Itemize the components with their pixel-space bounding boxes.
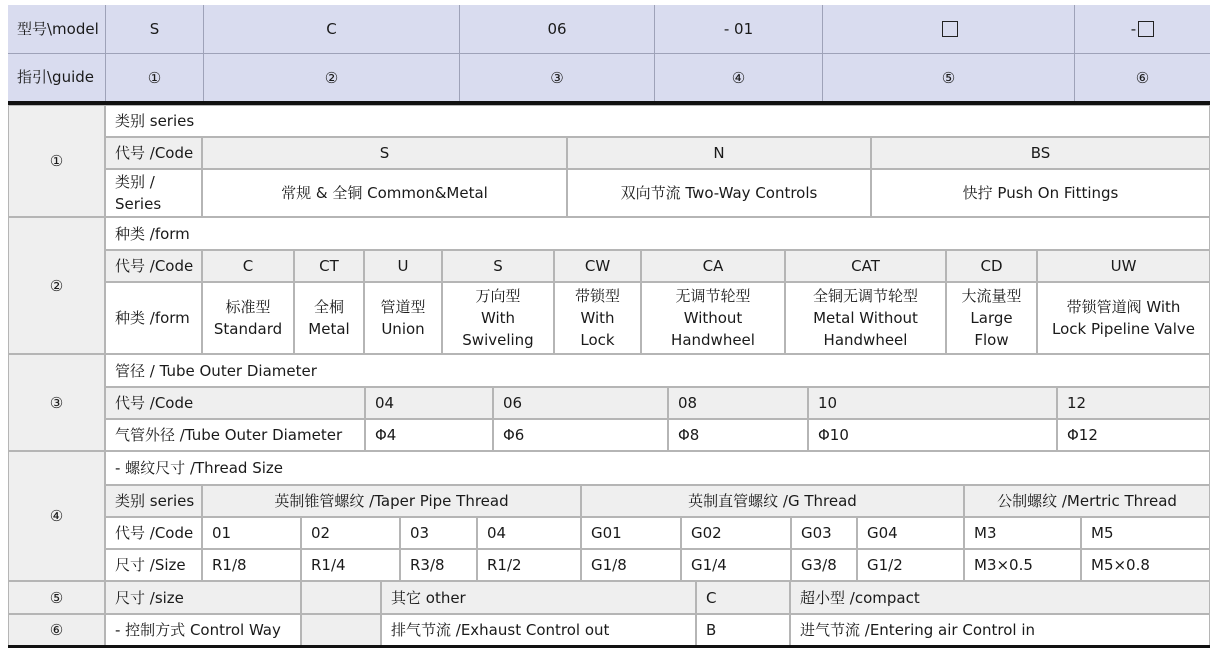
section6-label: - 控制方式 Control Way — [105, 614, 301, 646]
section4-size-label: 尺寸 /Size — [105, 549, 202, 581]
section4-code: G04 — [857, 517, 964, 549]
section5-marker: ⑤ — [8, 581, 105, 614]
section3-title: 管径 / Tube Outer Diameter — [105, 354, 1210, 387]
section1-code-s: S — [202, 137, 567, 169]
section2-code: U — [364, 250, 442, 282]
guide-5: ⑤ — [822, 53, 1074, 101]
section2-code: CW — [554, 250, 641, 282]
section6-marker: ⑥ — [8, 614, 105, 646]
section2-code: S — [442, 250, 554, 282]
section2-code: CAT — [785, 250, 946, 282]
section1-name-label: 类别 / Series — [105, 169, 202, 217]
section4-code: M3 — [964, 517, 1081, 549]
model-value-thread: - 01 — [654, 5, 822, 53]
section3-code: 10 — [808, 387, 1057, 419]
section2-name: 管道型 Union — [364, 282, 442, 354]
section4-series-taper: 英制锥管螺纹 /Taper Pipe Thread — [202, 485, 581, 517]
section4-size: R1/2 — [477, 549, 581, 581]
section2-title: 种类 /form — [105, 217, 1210, 250]
section3-code: 08 — [668, 387, 808, 419]
section6-option-exhaust: 排气节流 /Exhaust Control out — [381, 614, 696, 646]
section4-size: G1/2 — [857, 549, 964, 581]
section3-marker: ③ — [8, 354, 105, 451]
section3-dia-label: 气管外径 /Tube Outer Diameter — [105, 419, 365, 451]
section2-name-label: 种类 /form — [105, 282, 202, 354]
section5-option-compact: 超小型 /compact — [790, 581, 1210, 614]
model-header-table — [8, 5, 1210, 101]
section5-code-c: C — [696, 581, 790, 614]
section6-code-b: B — [696, 614, 790, 646]
guide-label: 指引\guide — [8, 53, 105, 101]
section1-name-n: 双向节流 Two-Way Controls — [567, 169, 871, 217]
section3-code: 06 — [493, 387, 668, 419]
section2-name: 无调节轮型 Without Handwheel — [641, 282, 785, 354]
section1-name-s: 常规 & 全铜 Common&Metal — [202, 169, 567, 217]
section2-code: C — [202, 250, 294, 282]
section2-name: 带锁管道阀 With Lock Pipeline Valve — [1037, 282, 1210, 354]
guide-2: ② — [203, 53, 459, 101]
section2-code: CT — [294, 250, 364, 282]
section1-code-bs: BS — [871, 137, 1210, 169]
section6-option-entering: 进气节流 /Entering air Control in — [790, 614, 1210, 646]
section1-code-label: 代号 /Code — [105, 137, 202, 169]
section1-code-n: N — [567, 137, 871, 169]
section4-size: G1/8 — [581, 549, 681, 581]
model-value-control: - — [1074, 5, 1210, 53]
section4-code: 01 — [202, 517, 301, 549]
section5-label: 尺寸 /size — [105, 581, 301, 614]
section1-name-bs: 快拧 Push On Fittings — [871, 169, 1210, 217]
section3-dia: Φ6 — [493, 419, 668, 451]
section5-empty-code — [301, 581, 381, 614]
section2-code: UW — [1037, 250, 1210, 282]
section3-dia: Φ10 — [808, 419, 1057, 451]
section6-empty-code — [301, 614, 381, 646]
section4-size: G1/4 — [681, 549, 791, 581]
section4-size: R1/8 — [202, 549, 301, 581]
section3-dia: Φ4 — [365, 419, 493, 451]
section2-name: 全铜无调节轮型 Metal Without Handwheel — [785, 282, 946, 354]
section2-name: 万向型 With Swiveling — [442, 282, 554, 354]
guide-4: ④ — [654, 53, 822, 101]
checkbox-placeholder-icon — [1138, 21, 1154, 37]
section4-code: G02 — [681, 517, 791, 549]
section4-size: R1/4 — [301, 549, 400, 581]
guide-6: ⑥ — [1074, 53, 1210, 101]
section4-size: R3/8 — [400, 549, 477, 581]
section4-code: G03 — [791, 517, 857, 549]
section3-dia: Φ12 — [1057, 419, 1210, 451]
model-label: 型号\model — [17, 19, 99, 38]
section3-code-label: 代号 /Code — [105, 387, 365, 419]
section1-marker: ① — [8, 105, 105, 217]
section3-dia: Φ8 — [668, 419, 808, 451]
section5-option-other: 其它 other — [381, 581, 696, 614]
section3-code: 04 — [365, 387, 493, 419]
section2-name: 标准型 Standard — [202, 282, 294, 354]
model-value-tube: 06 — [459, 5, 654, 53]
model-value-series: S — [105, 5, 203, 53]
section2-code: CA — [641, 250, 785, 282]
model-value-size — [822, 5, 1074, 53]
section4-marker: ④ — [8, 451, 105, 581]
section4-code: M5 — [1081, 517, 1210, 549]
guide-3: ③ — [459, 53, 654, 101]
checkbox-placeholder-icon — [942, 21, 958, 37]
section4-title: - 螺纹尺寸 /Thread Size — [105, 451, 1210, 485]
section4-size: M3×0.5 — [964, 549, 1081, 581]
section4-code: G01 — [581, 517, 681, 549]
section4-series-g: 英制直管螺纹 /G Thread — [581, 485, 964, 517]
section4-code: 03 — [400, 517, 477, 549]
section4-series-label: 类别 series — [105, 485, 202, 517]
section2-code-label: 代号 /Code — [105, 250, 202, 282]
section2-name: 全桐 Metal — [294, 282, 364, 354]
bottom-rule — [8, 645, 1210, 648]
section4-size: M5×0.8 — [1081, 549, 1210, 581]
section2-marker: ② — [8, 217, 105, 354]
section4-code: 04 — [477, 517, 581, 549]
section2-name: 大流量型 Large Flow — [946, 282, 1037, 354]
section2-code: CD — [946, 250, 1037, 282]
section4-series-metric: 公制螺纹 /Mertric Thread — [964, 485, 1210, 517]
guide-1: ① — [105, 53, 203, 101]
section4-code: 02 — [301, 517, 400, 549]
model-value-form: C — [203, 5, 459, 53]
section4-size: G3/8 — [791, 549, 857, 581]
section1-title: 类别 series — [105, 105, 1210, 137]
section4-code-label: 代号 /Code — [105, 517, 202, 549]
section3-code: 12 — [1057, 387, 1210, 419]
section2-name: 带锁型 With Lock — [554, 282, 641, 354]
